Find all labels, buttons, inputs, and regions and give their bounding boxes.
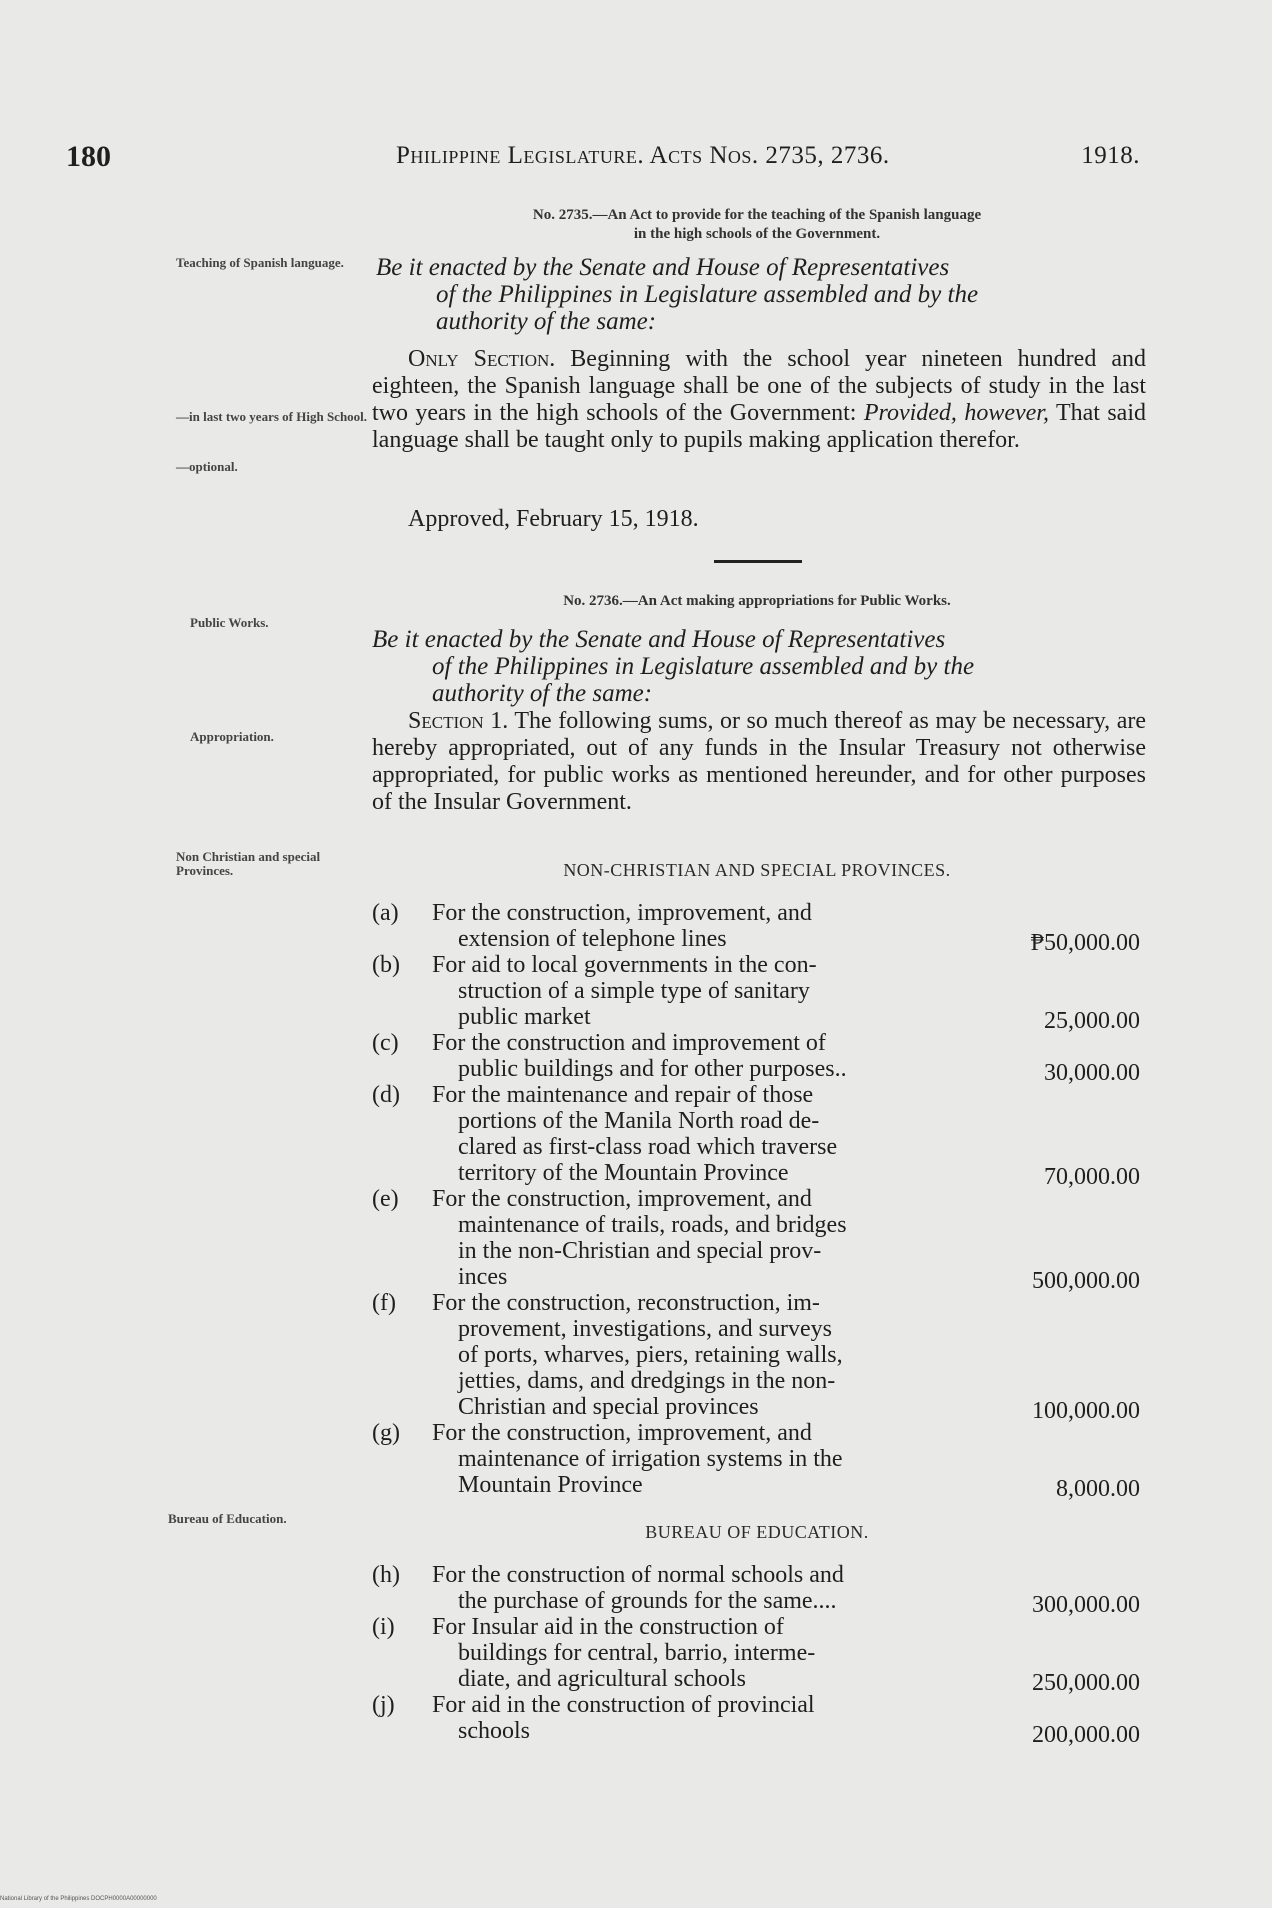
item-description (432, 1082, 950, 1186)
running-head-year: 1918. (1081, 142, 1140, 169)
appropriation-item (372, 1562, 1140, 1618)
item-description-line: maintenance of trails, roads, and bridges (458, 1212, 847, 1238)
page-number: 180 (66, 140, 111, 173)
item-amount: 100,000.00 (1032, 1398, 1140, 1424)
item-description-line: public market (458, 1004, 591, 1030)
heading-bureau-of-education: BUREAU OF EDUCATION. (645, 1522, 869, 1542)
act-2735-only-section: Only Section. Beginning with the school year nineteen hundred and eighteen, the Spanish language shall be one of the subjects of study in the last two years in the high schools of the Government: Provided, however, That said language shall be taught only to pupils making application therefor. (372, 346, 1146, 453)
margin-note-non-christian: Non Christian and special Provinces. (176, 849, 321, 878)
item-description (432, 1030, 950, 1082)
item-description-line: For the construction and improvement of (432, 1030, 826, 1056)
item-description-line: For the construction of normal schools and (432, 1562, 844, 1588)
item-description-line: Christian and special provinces (458, 1394, 759, 1420)
margin-note-public-works: Public Works. (190, 615, 269, 630)
item-letter: (i) (372, 1614, 395, 1640)
item-letter: (j) (372, 1692, 395, 1718)
margin-note-appropriation: Appropriation. (190, 729, 274, 744)
item-description-line: of ports, wharves, piers, retaining walls, (458, 1342, 843, 1368)
item-description-line: the purchase of grounds for the same.... (458, 1588, 837, 1614)
item-description (432, 952, 950, 1030)
item-description (432, 1692, 950, 1744)
item-description-line: portions of the Manila North road de- (458, 1108, 820, 1134)
margin-note-last-two-years: —in last two years of High School. (176, 409, 368, 424)
item-description (432, 1562, 950, 1614)
heading-non-christian-provinces: NON-CHRISTIAN AND SPECIAL PROVINCES. (563, 860, 951, 880)
item-description (432, 1186, 950, 1290)
item-description-line: For Insular aid in the construction of (432, 1614, 784, 1640)
scan-footer: National Library of the Philippines DOCPH0000A00000000 (0, 1896, 157, 1902)
item-amount: 30,000.00 (1044, 1060, 1140, 1086)
item-amount: ₱50,000.00 (1030, 930, 1140, 956)
appropriation-item (372, 1692, 1140, 1748)
item-letter: (e) (372, 1186, 399, 1212)
item-description-line: schools (458, 1718, 530, 1744)
item-letter: (a) (372, 900, 399, 926)
item-description-line: clared as first-class road which traverse (458, 1134, 838, 1160)
section-divider (714, 560, 802, 563)
item-amount: 8,000.00 (1056, 1476, 1140, 1502)
item-description-line: territory of the Mountain Province (458, 1160, 789, 1186)
item-description-line: buildings for central, barrio, interme- (458, 1640, 816, 1666)
item-description-line: public buildings and for other purposes.. (458, 1056, 847, 1082)
item-description-line: For aid in the construction of provincial (432, 1692, 815, 1718)
appropriation-item (372, 900, 1140, 956)
item-description-line: For the maintenance and repair of those (432, 1082, 814, 1108)
item-description-line: For the construction, reconstruction, im- (432, 1290, 820, 1316)
appropriation-item (372, 1186, 1140, 1294)
item-description (432, 1614, 950, 1692)
item-description-line: jetties, dams, and dredgings in the non- (458, 1368, 836, 1394)
margin-note-teaching: Teaching of Spanish language. (176, 255, 344, 270)
item-description-line: extension of telephone lines (458, 926, 727, 952)
item-amount: 200,000.00 (1032, 1722, 1140, 1748)
act-2736-section-1: Section 1. The following sums, or so much thereof as may be necessary, are hereby appropriated, out of any funds in the Insular Treasury not otherwise appropriated, for public works as mentioned hereunder, and for other purposes of the Insular Government. (372, 708, 1146, 815)
item-letter: (c) (372, 1030, 399, 1056)
item-description-line: For the construction, improvement, and (432, 1420, 812, 1446)
act-2735-title: No. 2735.—An Act to provide for the teaching of the Spanish language in the high schools of the Government. (532, 207, 982, 242)
item-amount: 25,000.00 (1044, 1008, 1140, 1034)
item-amount: 500,000.00 (1032, 1268, 1140, 1294)
appropriation-item (372, 1030, 1140, 1086)
item-amount: 300,000.00 (1032, 1592, 1140, 1618)
item-description-line: For the construction, improvement, and (432, 1186, 812, 1212)
item-description-line: Mountain Province (458, 1472, 643, 1498)
appropriation-item (372, 952, 1140, 1034)
item-letter: (h) (372, 1562, 400, 1588)
item-description (432, 1290, 950, 1420)
appropriation-item (372, 1082, 1140, 1190)
item-description-line: struction of a simple type of sanitary (458, 978, 810, 1004)
act-2736-enacting-clause: Be it enacted by the Senate and House of Representatives of the Philippines in Legislature assembled and by the authority of the same: (372, 626, 975, 707)
appropriation-item (372, 1420, 1140, 1502)
item-description-line: in the non-Christian and special prov- (458, 1238, 822, 1264)
item-description-line: For the construction, improvement, and (432, 900, 812, 926)
act-2735-enacting-clause: Be it enacted by the Senate and House of Representatives of the Philippines in Legislature assembled and by the authority of the same: (376, 254, 979, 335)
item-letter: (g) (372, 1420, 400, 1446)
item-letter: (b) (372, 952, 400, 978)
item-description (432, 900, 950, 952)
margin-note-education: Bureau of Education. (168, 1511, 287, 1526)
item-description (432, 1420, 950, 1498)
item-description-line: diate, and agricultural schools (458, 1666, 746, 1692)
act-2735-approved: Approved, February 15, 1918. (408, 506, 699, 532)
item-description-line: For aid to local governments in the con- (432, 952, 817, 978)
item-description-line: provement, investigations, and surveys (458, 1316, 832, 1342)
running-head (396, 142, 1140, 170)
running-head-title: Philippine Legislature. Acts Nos. 2735, 2736. (396, 142, 890, 169)
item-letter: (d) (372, 1082, 400, 1108)
item-amount: 250,000.00 (1032, 1670, 1140, 1696)
item-description-line: inces (458, 1264, 508, 1290)
appropriation-item (372, 1290, 1140, 1424)
item-amount: 70,000.00 (1044, 1164, 1140, 1190)
margin-note-optional: —optional. (176, 459, 238, 474)
act-2736-title: No. 2736.—An Act making appropriations for Public Works. (563, 593, 951, 609)
item-description-line: maintenance of irrigation systems in the (458, 1446, 843, 1472)
item-letter: (f) (372, 1290, 396, 1316)
appropriation-item (372, 1614, 1140, 1696)
